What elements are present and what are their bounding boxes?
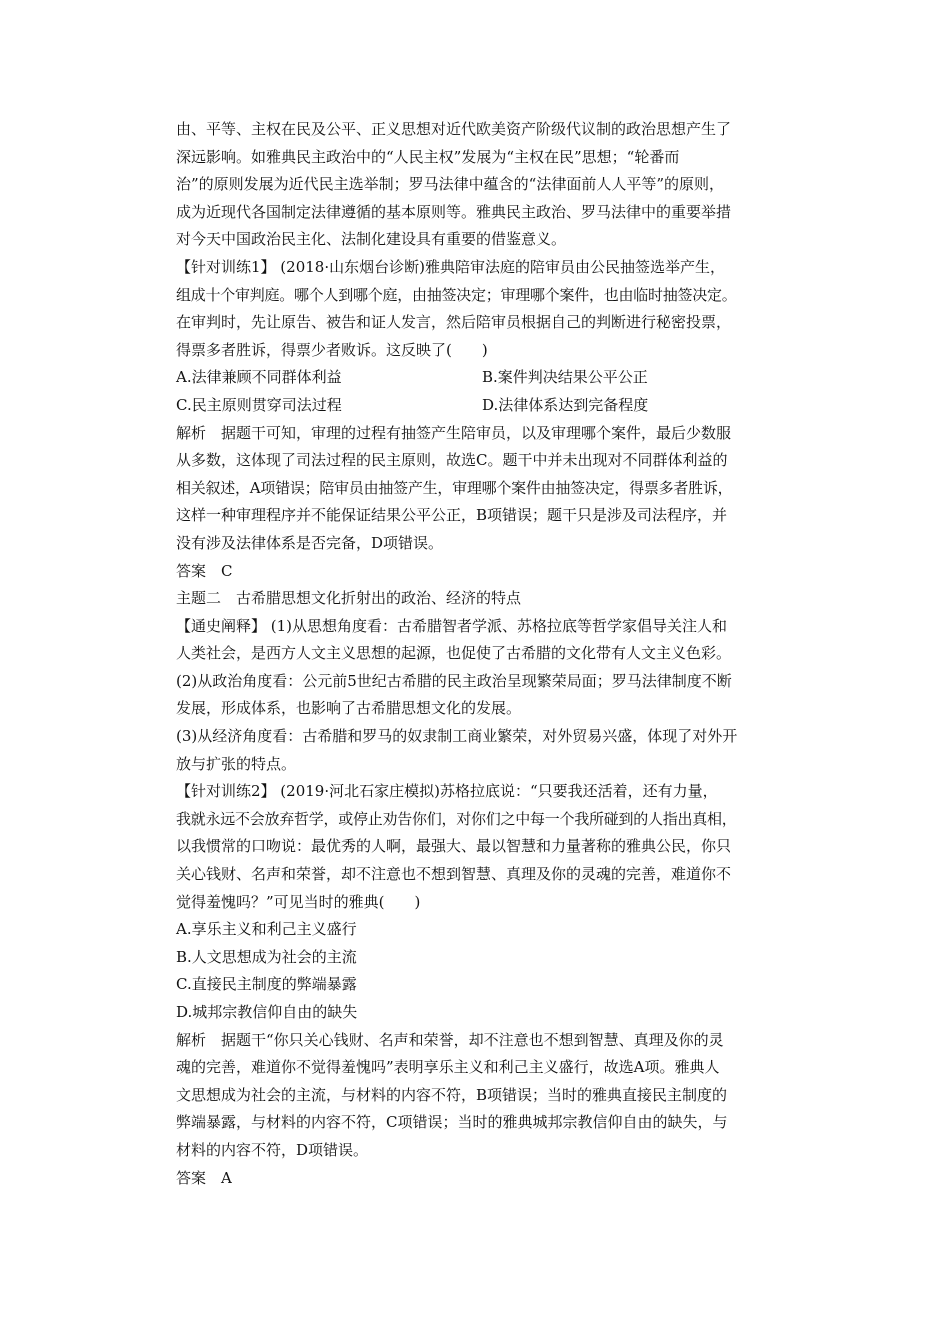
question-stem-line: 【针对训练1】 (2018·山东烟台诊断)雅典陪审法庭的陪审员由公民抽签选举产生， [176, 257, 725, 276]
intro-paragraph [176, 116, 816, 254]
analysis-line: 这样一种审理程序并不能保证结果公平公正，B项错误；题干只是涉及司法程序，并 [176, 506, 728, 525]
option-b: B.人文思想成为社会的主流 [176, 947, 357, 966]
text-line: 深远影响。如雅典民主政治中的“人民主权”发展为“主权在民”思想；“轮番而 [176, 147, 680, 166]
text-line: 成为近现代各国制定法律遵循的基本原则等。雅典民主政治、罗马法律中的重要举措 [176, 202, 732, 221]
option-c: C.民主原则贯穿司法过程 [176, 395, 342, 414]
question-stem-line: 【针对训练2】 (2019·河北石家庄模拟)苏格拉底说：“只要我还活着，还有力量， [176, 782, 718, 801]
question-2 [176, 778, 816, 1192]
section-title: 主题二 古希腊思想文化折射出的政治、经济的特点 [176, 589, 522, 608]
explain-line: (3)从经济角度看：古希腊和罗马的奴隶制工商业繁荣，对外贸易兴盛，体现了对外开 [176, 727, 738, 746]
text-line: 治”的原则发展为近代民主选举制；罗马法律中蕴含的“法律面前人人平等”的原则， [176, 175, 725, 194]
question-stem-line: 觉得羞愧吗？”可见当时的雅典( ) [176, 892, 421, 911]
explain-line: (2)从政治角度看：公元前5世纪古希腊的民主政治呈现繁荣局面；罗马法律制度不断 [176, 671, 732, 690]
analysis-line: 没有涉及法律体系是否完备，D项错误。 [176, 533, 444, 552]
option-c: C.直接民主制度的弊端暴露 [176, 975, 357, 994]
analysis-line: 文思想成为社会的主流，与材料的内容不符，B项错误；当时的雅典直接民主制度的 [176, 1085, 728, 1104]
analysis-line: 解析 据题干“你只关心钱财、名声和荣誉，却不注意也不想到智慧、真理及你的灵 [176, 1030, 724, 1049]
options-row [176, 392, 816, 420]
explain-line: 放与扩张的特点。 [176, 754, 297, 773]
text-line: 对今天中国政治民主化、法制化建设具有重要的借鉴意义。 [176, 230, 567, 249]
analysis-line: 相关叙述，A项错误；陪审员由抽签产生，审理哪个案件由抽签决定，得票多者胜诉， [176, 478, 733, 497]
question-stem-line: 在审判时，先让原告、被告和证人发言，然后陪审员根据自己的判断进行秘密投票， [176, 313, 732, 332]
option-b: B.案件判决结果公平公正 [482, 368, 648, 387]
question-1 [176, 254, 816, 585]
analysis [176, 1027, 816, 1165]
theme-2 [176, 585, 816, 778]
question-stem-line: 我就永远不会放弃哲学，或停止劝告你们，对你们之中每一个我所碰到的人指出真相， [176, 809, 737, 828]
option-a: A.法律兼顾不同群体利益 [176, 368, 342, 387]
answer: 答案 A [176, 1168, 232, 1187]
analysis [176, 420, 816, 558]
document-page [176, 116, 816, 1192]
answer: 答案 C [176, 561, 233, 580]
explain-line: 【通史阐释】 (1)从思想角度看：古希腊智者学派、苏格拉底等哲学家倡导关注人和 [176, 616, 728, 635]
analysis-line: 魂的完善，难道你不觉得羞愧吗”表明享乐主义和利己主义盛行，故选A项。雅典人 [176, 1058, 720, 1077]
question-stem-line: 以我惯常的口吻说：最优秀的人啊，最强大、最以智慧和力量著称的雅典公民，你只 [176, 837, 732, 856]
option-a: A.享乐主义和利己主义盛行 [176, 920, 357, 939]
option-d: D.法律体系达到完备程度 [482, 395, 649, 414]
question-stem-line: 得票多者胜诉，得票少者败诉。这反映了( ) [176, 340, 488, 359]
text-line: 由、平等、主权在民及公平、正义思想对近代欧美资产阶级代议制的政治思想产生了 [176, 120, 732, 138]
analysis-line: 从多数，这体现了司法过程的民主原则，故选C。题干中并未出现对不同群体利益的 [176, 451, 728, 470]
options-row [176, 364, 816, 392]
analysis-line: 解析 据题干可知，审理的过程有抽签产生陪审员，以及审理哪个案件，最后少数服 [176, 423, 732, 442]
analysis-line: 材料的内容不符，D项错误。 [176, 1140, 369, 1159]
explain-line: 人类社会，是西方人文主义思想的起源，也促使了古希腊的文化带有人文主义色彩。 [176, 644, 732, 663]
question-stem-line: 关心钱财、名声和荣誉，却不注意也不想到智慧、真理及你的灵魂的完善，难道你不 [176, 865, 732, 884]
question-stem-line: 组成十个审判庭。哪个人到哪个庭，由抽签决定；审理哪个案件，也由临时抽签决定。 [176, 285, 737, 304]
option-d: D.城邦宗教信仰自由的缺失 [176, 1003, 358, 1021]
explain-line: 发展，形成体系，也影响了古希腊思想文化的发展。 [176, 699, 522, 718]
analysis-line: 弊端暴露，与材料的内容不符，C项错误；当时的雅典城邦宗教信仰自由的缺失，与 [176, 1113, 728, 1132]
